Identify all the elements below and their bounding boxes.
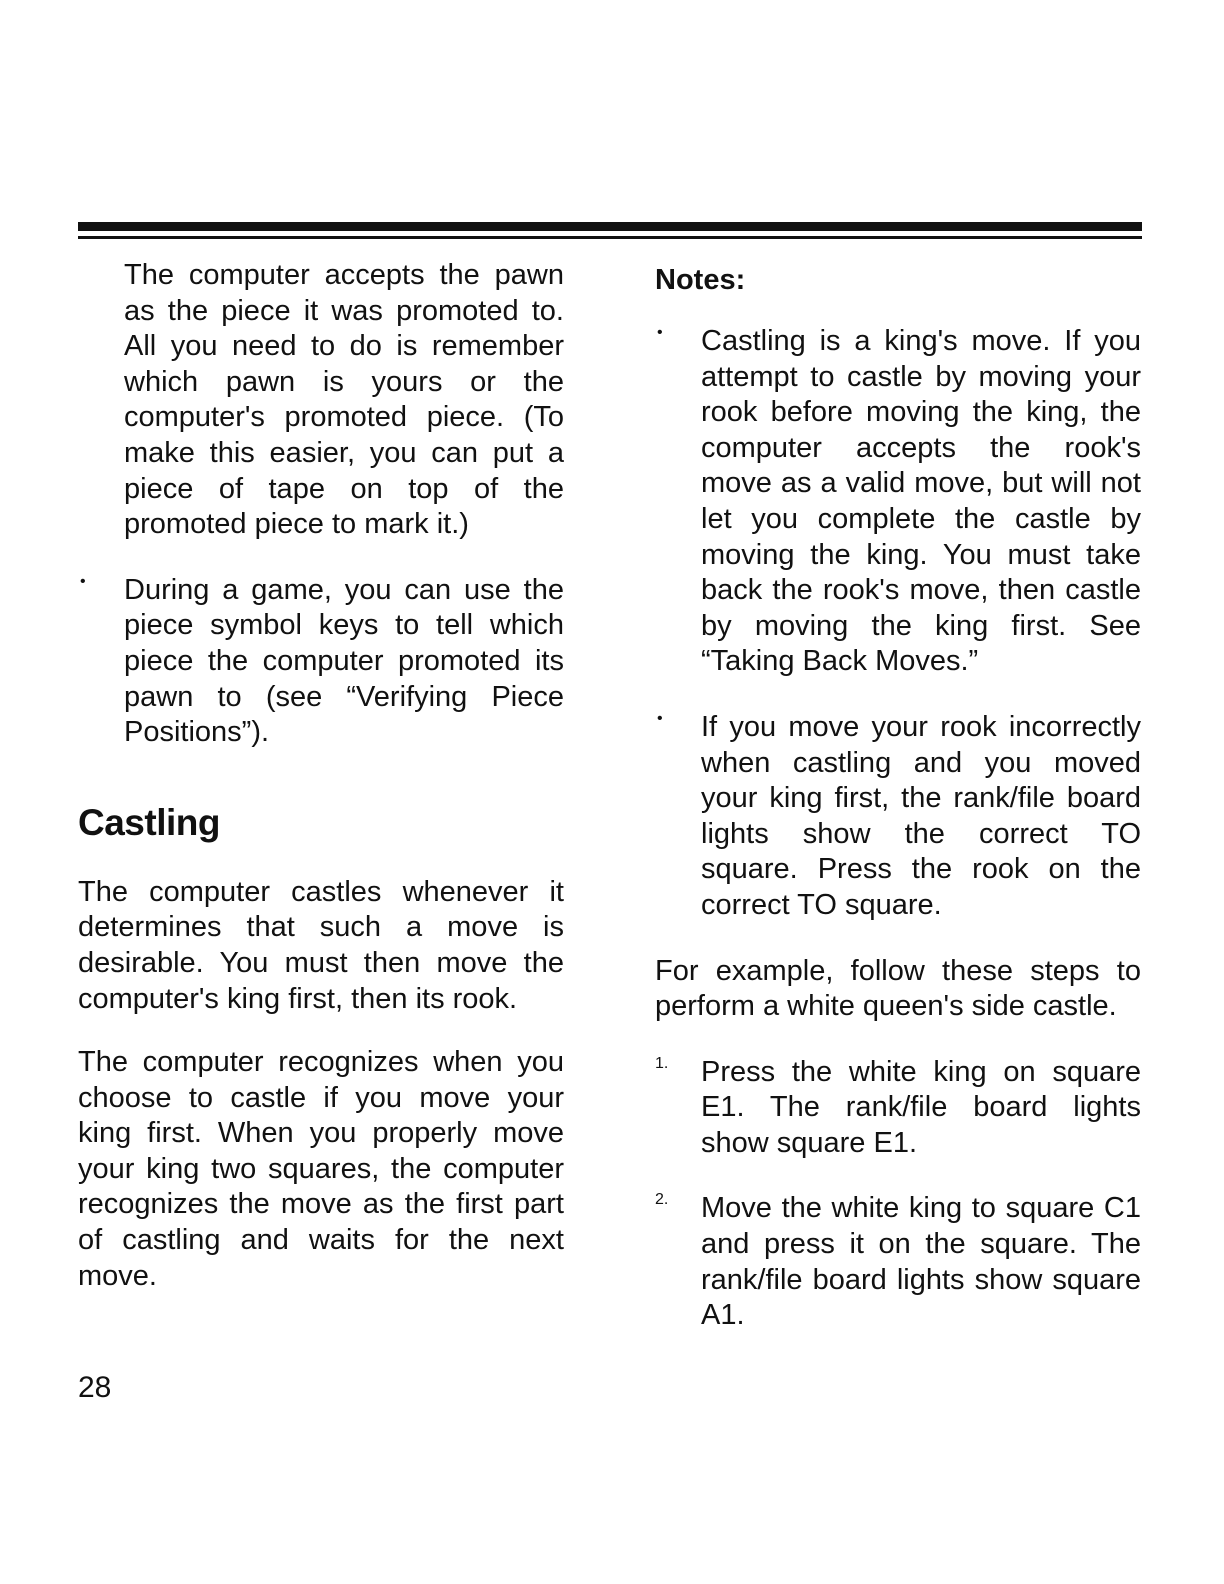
step-number: 1. [655,1054,669,1072]
step-text: Move the white king to square C1 and press it on the square. The rank/file board lights show square A1. [701,1192,1141,1332]
bullet-promotion-text: During a game, you can use the piece symbol keys to tell which piece the computer promoted its pawn to (see “Verifying Piece Positions”). [124,573,564,749]
left-column [78,258,564,1294]
note-text-1: Castling is a king's move. If you attempt to castle by moving your rook before moving the king, the computer accepts the rook's move as a valid move, but will not let you complete the castle by moving the king. You must take back the rook's move, then castle by moving the king first. See “Taking Back Moves.” [701,325,1141,678]
bullet-marker: • [657,709,663,727]
castling-paragraph-1: The computer castles whenever it determines that such a move is desirable. You must then move the computer's king first, then its rook. [78,875,564,1015]
bullet-promotion-item [78,573,564,751]
right-column [655,258,1141,1334]
castling-heading: Castling [78,801,220,843]
note-item-2 [655,710,1141,924]
step-text: Press the white king on square E1. The rank/file board lights show square E1. [701,1055,1141,1159]
step-item-2 [655,1191,1141,1333]
step-number: 2. [655,1191,669,1209]
note-text-2: If you move your rook incorrectly when castling and you moved your king first, the rank/file board lights show the correct TO square. Press the rook on the correct TO square. [701,710,1141,921]
notes-heading: Notes: [655,264,746,296]
step-item-1 [655,1055,1141,1162]
note-item-1 [655,324,1141,680]
bullet-marker: • [80,572,86,590]
bullet-marker: • [657,324,663,341]
header-rule-thick [78,222,1142,231]
page-number: 28 [78,1371,112,1404]
promotion-continued-paragraph: The computer accepts the pawn as the piece it was promoted to. All you need to do is remember which pawn is yours or the computer's promoted piece. (To make this easier, you can put a piece of tape on top of the promoted piece to mark it.) [124,259,564,541]
header-rule-thin [78,236,1142,239]
example-intro-paragraph: For example, follow these steps to perform a white queen's side castle. [655,954,1141,1023]
castling-paragraph-2: The computer recognizes when you choose to castle if you move your king first. When you properly move your king two squares, the computer recognizes the move as the first part of castling and waits for the next move. [78,1046,564,1292]
